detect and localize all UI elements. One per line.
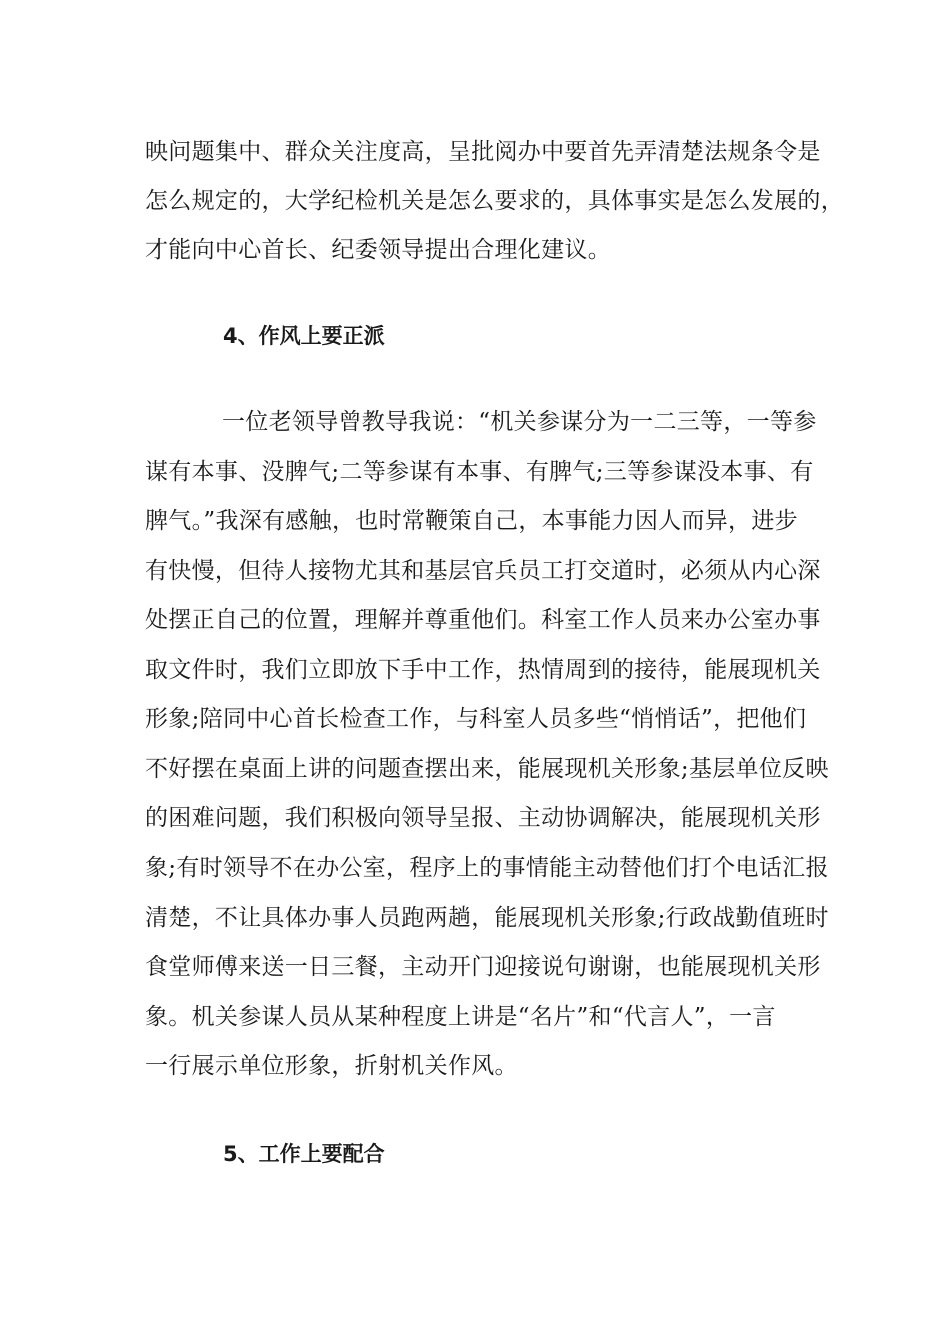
- paragraph-1-line-1: 映问题集中、群众关注度高，呈批阅办中要首先弄清楚法规条令是: [145, 139, 821, 165]
- section-heading-4: 4、作风上要正派: [223, 324, 385, 348]
- paragraph-1-line-2: 怎么规定的，大学纪检机关是怎么要求的，具体事实是怎么发展的，: [145, 188, 844, 214]
- paragraph-2-line-10: 象;有时领导不在办公室，程序上的事情能主动替他们打个电话汇报: [145, 855, 829, 881]
- paragraph-2-line-1: 一位老领导曾教导我说：“机关参谋分为一二三等，一等参: [222, 409, 817, 435]
- paragraph-2-line-4: 有快慢，但待人接物尤其和基层官兵员工打交道时，必须从内心深: [145, 558, 821, 584]
- section-heading-5: 5、工作上要配合: [223, 1142, 385, 1166]
- paragraph-2-line-8: 不好摆在桌面上讲的问题查摆出来，能展现机关形象;基层单位反映: [145, 756, 829, 782]
- paragraph-2-line-2: 谋有本事、没脾气;二等参谋有本事、有脾气;三等参谋没本事、有: [145, 459, 814, 485]
- paragraph-2-line-11: 清楚，不让具体办事人员跑两趟，能展现机关形象;行政战勤值班时: [145, 905, 829, 931]
- paragraph-1-line-3: 才能向中心首长、纪委领导提出合理化建议。: [145, 237, 611, 263]
- paragraph-2-line-5: 处摆正自己的位置，理解并尊重他们。科室工作人员来办公室办事: [145, 607, 821, 633]
- paragraph-2-line-7: 形象;陪同中心首长检查工作，与科室人员多些“悄悄话”，把他们: [145, 706, 807, 732]
- paragraph-2-line-12: 食堂师傅来送一日三餐，主动开门迎接说句谢谢，也能展现机关形: [145, 954, 821, 980]
- paragraph-2-line-13: 象。机关参谋人员从某种程度上讲是“名片”和“代言人”，一言: [145, 1004, 776, 1030]
- paragraph-2-line-3: 脾气。”我深有感触，也时常鞭策自己，本事能力因人而异，进步: [145, 508, 798, 534]
- paragraph-2-line-14: 一行展示单位形象，折射机关作风。: [145, 1053, 518, 1079]
- paragraph-2-line-6: 取文件时，我们立即放下手中工作，热情周到的接待，能展现机关: [145, 657, 821, 683]
- paragraph-2-line-9: 的困难问题，我们积极向领导呈报、主动协调解决，能展现机关形: [145, 805, 821, 831]
